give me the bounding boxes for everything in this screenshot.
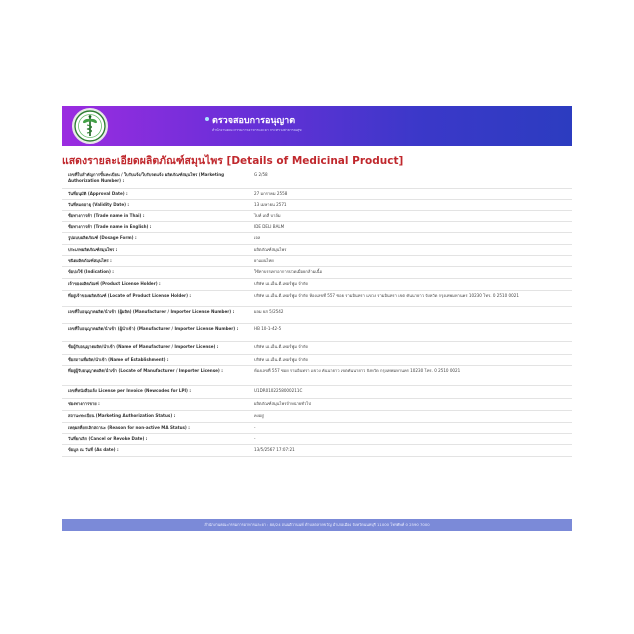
detail-value: เจล bbox=[254, 235, 261, 240]
detail-value: ห้องเลขที่ 557 ซอย รามอินทรา แขวง คันนายาว เขตคันนายาว จังหวัด กรุงเทพมหานคร 10230 โทร. 0 2510 0021 bbox=[254, 368, 461, 373]
detail-label: ชื่อทางการค้า (Trade name in English) : bbox=[68, 224, 152, 229]
detail-row bbox=[62, 307, 572, 324]
detail-label: สถานะทะเบียน (Marketing Authorization Status) : bbox=[68, 413, 176, 418]
detail-value: 27 มกราคม 2558 bbox=[254, 191, 288, 196]
detail-value: 13/5/2567 17:07:21 bbox=[254, 447, 295, 452]
detail-row bbox=[62, 386, 572, 399]
site-footer bbox=[62, 519, 572, 531]
detail-label: เลขที่ใบอนุญาตผลิต/นำเข้า (ผู้นำเข้า) (Manufacturer / Importer License Number) : bbox=[68, 326, 239, 331]
detail-label: เจ้าของผลิตภัณฑ์ (Product License Holder) : bbox=[68, 281, 161, 286]
detail-row bbox=[62, 445, 572, 457]
brand-dot bbox=[205, 117, 209, 121]
detail-row bbox=[62, 256, 572, 267]
detail-row bbox=[62, 423, 572, 434]
detail-row bbox=[62, 366, 572, 386]
detail-label: ชื่อผู้รับอนุญาตผลิต/นำเข้า (Name of Manufacturer / Importer License) : bbox=[68, 344, 219, 349]
detail-row bbox=[62, 355, 572, 366]
detail-value: บริษัท เอ.เอ็น.ดี.เพอร์ฟูม จำกัด ห้องเลขที่ 557 ซอย รามอินทรา แขวง รามอินทรา เขต คันนายาว จังหวัด กรุงเทพมหานคร 10230 โทร. 0 2510 0021 bbox=[254, 293, 519, 298]
site-title: ตรวจสอบการอนุญาต bbox=[212, 116, 296, 126]
detail-value: - bbox=[254, 436, 256, 441]
detail-label: ข้อบ่งใช้ (Indication) : bbox=[68, 269, 114, 274]
detail-value: 13 เมษายน 2571 bbox=[254, 202, 287, 207]
detail-label: ประเภทผลิตภัณฑ์สมุนไพร : bbox=[68, 247, 118, 252]
detail-value: ยาแผนไทย bbox=[254, 258, 274, 263]
detail-row bbox=[62, 267, 572, 279]
detail-label: วันที่ยกเลิก (Cancel or Revoke Date) : bbox=[68, 436, 148, 441]
detail-row bbox=[62, 279, 572, 291]
details-table bbox=[62, 170, 572, 457]
detail-value: บริษัท เอ.เอ็น.ดี.เพอร์ฟูม จำกัด bbox=[254, 281, 309, 286]
detail-row bbox=[62, 222, 572, 233]
detail-label: วันที่หมดอายุ (Validity Date) : bbox=[68, 202, 130, 207]
detail-label: ชื่อสถานที่ผลิต/นำเข้า (Name of Establishment) : bbox=[68, 357, 169, 362]
detail-value: ผลิตภัณฑ์สมุนไพรจำหน่ายทั่วไป bbox=[254, 401, 311, 406]
detail-label: ชื่อทางการค้า (Trade name in Thai) : bbox=[68, 213, 145, 218]
detail-value: บริษัท เอ.เอ็น.ดี.เพอร์ฟูม จำกัด bbox=[254, 344, 309, 349]
detail-row bbox=[62, 324, 572, 342]
detail-label: เลขที่ใบอนุญาตผลิต/นำเข้า (ผู้ผลิต) (Manufacturer / Importer License Number) : bbox=[68, 309, 235, 314]
detail-row bbox=[62, 399, 572, 411]
detail-value: บริษัท เอ.เอ็น.ดี.เพอร์ฟูม จำกัด bbox=[254, 357, 309, 362]
site-subtitle: สำนักงานคณะกรรมการอาหารและยา กระทรวงสาธารณสุข bbox=[212, 128, 302, 132]
detail-label: เลขที่ใบสำคัญการขึ้นทะเบียน / ใบรับแจ้ง/ใบรับจดแจ้ง ผลิตภัณฑ์สมุนไพร (Marketing Authorization Number) : bbox=[68, 172, 225, 183]
detail-row bbox=[62, 411, 572, 423]
detail-value: U1DR0102258000211C bbox=[254, 388, 303, 393]
detail-value: HB 10-1-42-5 bbox=[254, 326, 282, 331]
detail-value: ผลม ยส 5/2542 bbox=[254, 309, 284, 314]
detail-value: G 2/58 bbox=[254, 172, 268, 177]
detail-value: คงอยู่ bbox=[254, 413, 264, 418]
footer-text: สำนักงานคณะกรรมการอาหารและยา : 88/24 ถนนติวานนท์ ตำบลตลาดขวัญ อำเภอเมือง จังหวัดนนทบุรี 11000 โทรศัพท์ 0 2590 7000 bbox=[204, 522, 430, 527]
detail-label: ที่อยู่ผู้รับอนุญาตผลิต/นำเข้า (Locate of Manufacturer / Importer License) : bbox=[68, 368, 223, 373]
detail-value: IDE DELI BALM bbox=[254, 224, 285, 229]
site-header bbox=[62, 106, 572, 146]
detail-row bbox=[62, 245, 572, 256]
detail-value: ไบท์ เดลี่ บาล์ม bbox=[254, 213, 281, 218]
detail-row bbox=[62, 342, 572, 355]
detail-row bbox=[62, 434, 572, 445]
detail-label: ช่องทางการขาย : bbox=[68, 401, 100, 406]
detail-value: ผลิตภัณฑ์สมุนไพร bbox=[254, 247, 287, 252]
detail-value: ใช้ทาบรรเทาอาการปวดเมื่อยกล้ามเนื้อ bbox=[254, 269, 323, 274]
detail-label: เลขที่หนังสือแจ้ง License per Invoice (Newcodes for LPI) : bbox=[68, 388, 191, 393]
detail-label: ชนิดผลิตภัณฑ์สมุนไพร : bbox=[68, 258, 112, 263]
detail-label: ข้อมูล ณ วันที่ (As date) : bbox=[68, 447, 119, 452]
page-title: แสดงรายละเอียดผลิตภัณฑ์สมุนไพร [Details of Medicinal Product] bbox=[62, 155, 404, 167]
detail-label: รูปแบบผลิตภัณฑ์ (Dosage Form) : bbox=[68, 235, 137, 240]
detail-row bbox=[62, 170, 572, 189]
detail-row bbox=[62, 189, 572, 200]
detail-value: - bbox=[254, 425, 256, 430]
detail-label: ที่อยู่เจ้าของผลิตภัณฑ์ (Locate of Product License Holder) : bbox=[68, 293, 192, 298]
detail-label: เหตุผลที่ยกเลิกสถานะ (Reason for non-active MA Status) : bbox=[68, 425, 190, 430]
detail-row bbox=[62, 211, 572, 222]
detail-label: วันที่อนุมัติ (Approval Date) : bbox=[68, 191, 128, 196]
detail-row bbox=[62, 200, 572, 211]
caduceus-icon bbox=[74, 110, 106, 142]
detail-row bbox=[62, 233, 572, 245]
detail-row bbox=[62, 291, 572, 307]
fda-logo[interactable] bbox=[72, 108, 108, 144]
